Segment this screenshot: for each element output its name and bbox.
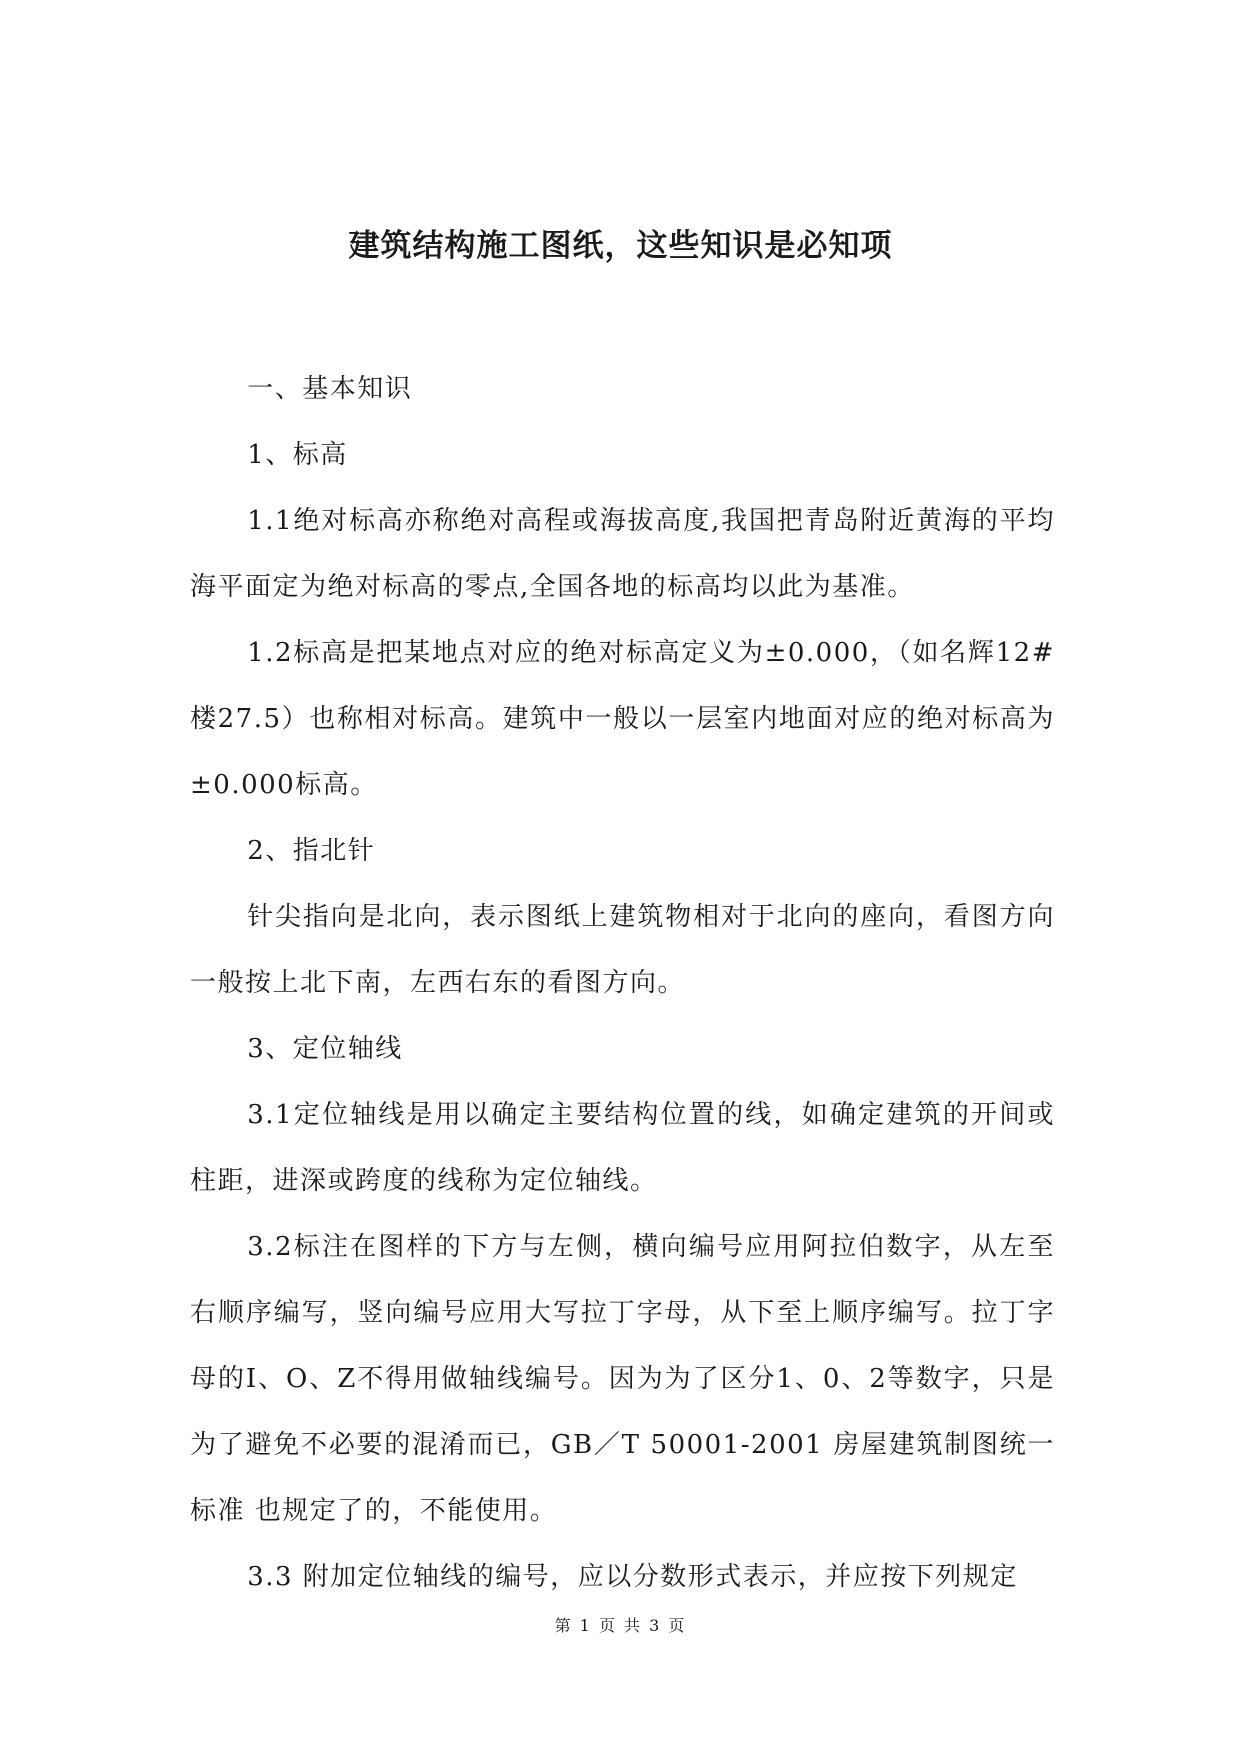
paragraph: 3.2标注在图样的下方与左侧，横向编号应用阿拉伯数字，从左至右顺序编写，竖向编号应用大写拉丁字母，从下至上顺序编写。拉丁字母的I、O、Z不得用做轴线编号。因为为了区分1、0、2等数字，只是为了避免不必要的混淆而已，GB／T 50001-2001 房屋建筑制图统一标准 也规定了的，不能使用。 [190,1232,1055,1526]
page-number-footer: 第 1 页 共 3 页 [554,1616,687,1635]
subsection-heading: 3、定位轴线 [247,1034,403,1064]
section-heading: 一、基本知识 [247,374,413,404]
paragraph: 1.1绝对标高亦称绝对高程或海拔高度,我国把青岛附近黄海的平均海平面定为绝对标高的零点,全国各地的标高均以此为基准。 [190,506,1055,602]
subsection-heading: 2、指北针 [247,836,376,866]
subsection-heading: 1、标高 [247,440,348,470]
paragraph: 3.3 附加定位轴线的编号，应以分数形式表示，并应按下列规定 [247,1562,1018,1592]
document-body [190,356,1055,1610]
paragraph: 针尖指向是北向，表示图纸上建筑物相对于北向的座向，看图方向一般按上北下南，左西右东的看图方向。 [190,902,1055,998]
document-title: 建筑结构施工图纸，这些知识是必知项 [348,228,893,264]
paragraph: 3.1定位轴线是用以确定主要结构位置的线，如确定建筑的开间或柱距，进深或跨度的线称为定位轴线。 [190,1100,1055,1196]
paragraph: 1.2标高是把某地点对应的绝对标高定义为±0.000，（如名辉12#楼27.5）也称相对标高。建筑中一般以一层室内地面对应的绝对标高为±0.000标高。 [190,638,1055,800]
